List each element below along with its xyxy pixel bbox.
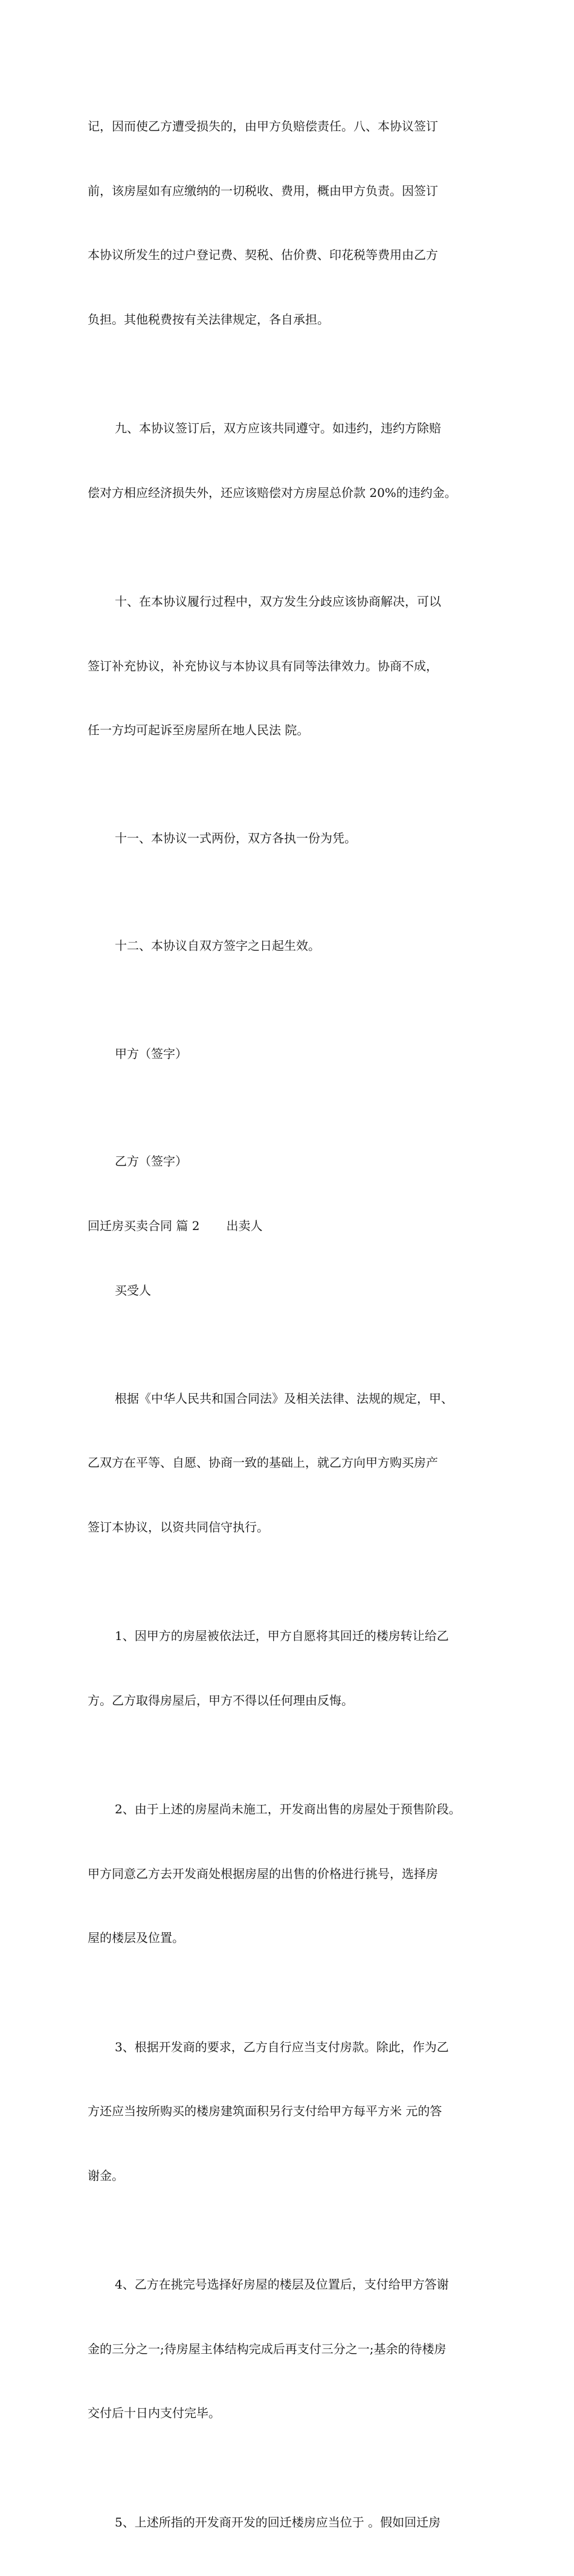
paragraph-clause-10	[88, 548, 498, 784]
text-line: 4、乙方在挑完号选择好房屋的楼层及位置后，支付给甲方答谢	[88, 2274, 498, 2296]
text-line: 买受人	[88, 1280, 498, 1302]
document-body	[88, 73, 498, 2576]
text-line: 九、本协议签订后，双方应该共同遵守。如违约，违约方除赔	[88, 418, 498, 440]
contract-heading	[88, 1216, 498, 1237]
text-line: 5、上述所指的开发商开发的回迁楼房应当位于 。假如回迁房	[88, 2512, 498, 2534]
party-b-signature	[88, 1108, 498, 1216]
text-line: 乙双方在平等、自愿、协商一致的基础上，就乙方向甲方购买房产	[88, 1452, 498, 1474]
text-line: 记，因而使乙方遭受损失的，由甲方负赔偿责任。八、本协议签订	[88, 116, 498, 138]
paragraph-item-1	[88, 1583, 498, 1754]
text-line: 金的三分之一;待房屋主体结构完成后再支付三分之一;基余的待楼房	[88, 2339, 498, 2360]
text-line: 十二、本协议自双方签字之日起生效。	[88, 935, 498, 957]
text-line: 本协议所发生的过户登记费、契税、估价费、印花税等费用由乙方	[88, 245, 498, 266]
text-line: 甲方同意乙方去开发商处根据房屋的出售的价格进行挑号，选择房	[88, 1863, 498, 1885]
text-line: 乙方（签字）	[88, 1151, 498, 1173]
text-line: 根据《中华人民共和国合同法》及相关法律、法规的规定，甲、	[88, 1388, 498, 1410]
text-line: 交付后十日内支付完毕。	[88, 2403, 498, 2424]
party-a-signature	[88, 1001, 498, 1108]
seller-label: 出卖人	[226, 1219, 262, 1233]
text-line: 签订补充协议，补充协议与本协议具有同等法律效力。协商不成，	[88, 656, 498, 678]
text-line: 甲方（签字）	[88, 1043, 498, 1065]
paragraph-clause-8	[88, 73, 498, 373]
text-line: 屋的楼层及位置。	[88, 1927, 498, 1949]
text-line: 3、根据开发商的要求，乙方自行应当支付房款。除此，作为乙	[88, 2037, 498, 2059]
paragraph-preamble	[88, 1345, 498, 1581]
text-line: 2、由于上述的房屋尚未施工，开发商出售的房屋处于预售阶段。	[88, 1799, 498, 1821]
text-line: 任一方均可起诉至房屋所在地人民法 院。	[88, 720, 498, 742]
text-line: 十一、本协议一式两份，双方各执一份为凭。	[88, 828, 498, 850]
paragraph-item-2	[88, 1756, 498, 1992]
text-line: 谢金。	[88, 2165, 498, 2187]
text-line: 方还应当按所购买的楼房建筑面积另行支付给甲方每平方米 元的答	[88, 2101, 498, 2123]
text-line: 前，该房屋如有应缴纳的一切税收、费用，概由甲方负责。因签订	[88, 181, 498, 202]
paragraph-clause-11	[88, 785, 498, 892]
text-line: 偿对方相应经济损失外，还应该赔偿对方房屋总价款 20%的违约金。	[88, 482, 498, 504]
paragraph-clause-9	[88, 375, 498, 546]
paragraph-item-5	[88, 2469, 498, 2576]
text-line: 负担。其他税费按有关法律规定，各自承担。	[88, 309, 498, 331]
document-page	[0, 0, 574, 812]
text-line: 签订本协议，以资共同信守执行。	[88, 1517, 498, 1539]
contract-title: 回迁房买卖合同 篇 2	[88, 1219, 199, 1233]
paragraph-item-4	[88, 2231, 498, 2467]
buyer-label	[88, 1237, 498, 1345]
text-line: 方。乙方取得房屋后，甲方不得以任何理由反悔。	[88, 1690, 498, 1712]
paragraph-item-3	[88, 1994, 498, 2230]
text-line: 1、因甲方的房屋被依法迁，甲方自愿将其回迁的楼房转让给乙	[88, 1626, 498, 1647]
text-line: 十、在本协议履行过程中，双方发生分歧应该协商解决，可以	[88, 591, 498, 613]
paragraph-clause-12	[88, 892, 498, 1000]
